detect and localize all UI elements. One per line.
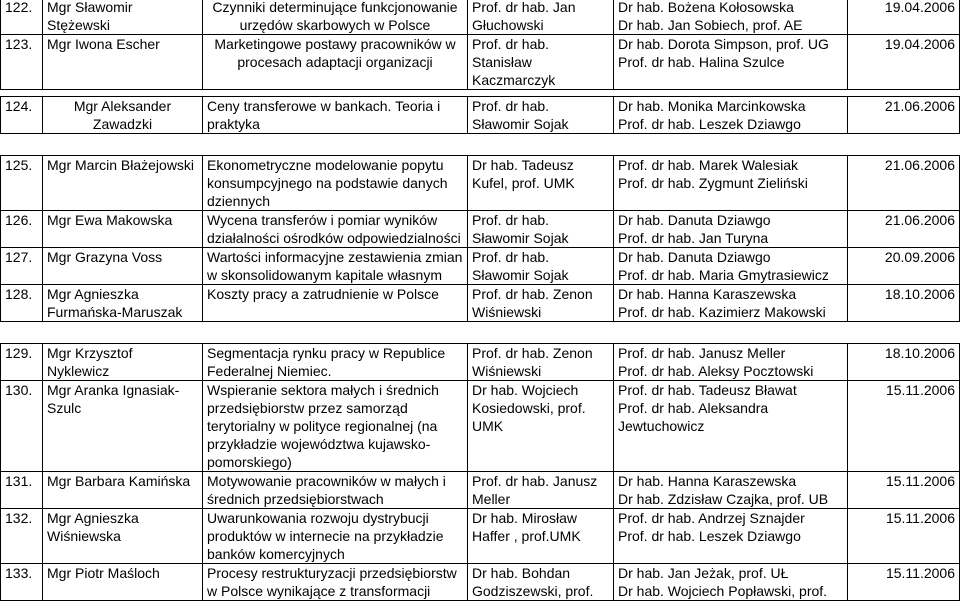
row-number: 126. [1,211,43,248]
reviewers [614,0,848,35]
thesis-topic: Wycena transferów i pomiar wyników działalności ośrodków odpowiedzialności [203,211,468,248]
supervisor-name: Prof. dr hab. Sławomir Sojak [468,248,614,285]
supervisor-name: Dr hab. Wojciech Kosiedowski, prof. UMK [468,381,614,472]
reviewer-1: Dr hab. Hanna Karaszewska [618,286,797,302]
thesis-topic: Koszty pracy a zatrudnienie w Polsce [203,285,468,322]
reviewer-1: Dr hab. Danuta Dziawgo [618,249,771,265]
reviewer-2: Prof. dr hab. Leszek Dziawgo [618,116,801,132]
reviewer-1: Dr hab. Hanna Karaszewska [618,473,797,489]
reviewer-2: Prof. dr hab. Aleksy Pocztowski [618,363,814,379]
reviewer-1: Dr hab. Dorota Simpson, prof. UG [618,36,829,52]
reviewer-1: Prof. dr hab. Andrzej Sznajder [618,510,805,526]
table-row [1,35,960,90]
table-row [1,381,960,472]
reviewer-2: Prof. dr hab. Aleksandra Jewtuchowicz [618,400,769,434]
supervisor-name: Prof. dr hab. Stanisław Kaczmarczyk [468,35,614,90]
thesis-topic: Ceny transferowe w bankach. Teoria i praktyka [203,97,468,134]
author-name: Mgr Ewa Makowska [43,211,203,248]
defense-date: 20.09.2006 [848,248,960,285]
table-row [1,97,960,134]
author-name: Mgr Barbara Kamińska [43,472,203,509]
table-row [1,509,960,564]
reviewers [614,248,848,285]
author-name: Mgr Sławomir Stężewski [43,0,203,35]
thesis-topic: Motywowanie pracowników w małych i średnich przedsiębiorstwach [203,472,468,509]
author-name: Mgr Agnieszka Furmańska-Maruszak [43,285,203,322]
supervisor-name: Dr hab. Bohdan Godziszewski, prof. [468,564,614,601]
defense-date: 21.06.2006 [848,211,960,248]
reviewer-1: Dr hab. Bożena Kołosowska [618,0,794,15]
row-number: 131. [1,472,43,509]
row-number: 132. [1,509,43,564]
author-name: Mgr Aleksander Zawadzki [43,97,203,134]
author-name: Mgr Agnieszka Wiśniewska [43,509,203,564]
reviewers [614,35,848,90]
reviewers [614,156,848,211]
supervisor-name: Prof. dr hab. Sławomir Sojak [468,97,614,134]
defense-date: 15.11.2006 [848,564,960,601]
reviewer-2: Prof. dr hab. Halina Szulce [618,54,785,70]
table-row [1,472,960,509]
row-number: 129. [1,344,43,381]
reviewer-2: Prof. dr hab. Kazimierz Makowski [618,304,826,320]
defense-date: 21.06.2006 [848,156,960,211]
defense-date: 19.04.2006 [848,0,960,35]
defense-date: 18.10.2006 [848,285,960,322]
reviewers [614,344,848,381]
reviewers [614,472,848,509]
row-number: 130. [1,381,43,472]
reviewer-2: Prof. dr hab. Jan Turyna [618,230,769,246]
defense-date: 21.06.2006 [848,97,960,134]
reviewer-2: Prof. dr hab. Zygmunt Zieliński [618,175,808,191]
supervisor-name: Dr hab. Mirosław Haffer , prof.UMK [468,509,614,564]
defense-date: 18.10.2006 [848,344,960,381]
thesis-topic: Procesy restrukturyzacji przedsiębiorstw w Polsce wynikające z transformacji [203,564,468,601]
supervisor-name: Dr hab. Tadeusz Kufel, prof. UMK [468,156,614,211]
reviewers [614,285,848,322]
thesis-topic: Segmentacja rynku pracy w Republice Federalnej Niemiec. [203,344,468,381]
reviewer-1: Prof. dr hab. Marek Walesiak [618,157,798,173]
table-row [1,0,960,35]
row-number: 124. [1,97,43,134]
table-row [1,211,960,248]
thesis-topic: Czynniki determinujące funkcjonowanie urzędów skarbowych w Polsce [203,0,468,35]
table-row [1,248,960,285]
table-block-3 [0,155,960,322]
reviewers [614,211,848,248]
table-block-2 [0,96,960,134]
table-row [1,344,960,381]
reviewer-1: Prof. dr hab. Janusz Meller [618,345,786,361]
table-block-1 [0,0,960,90]
thesis-topic: Wartości informacyjne zestawienia zmian w skonsolidowanym kapitale własnym [203,248,468,285]
author-name: Mgr Iwona Escher [43,35,203,90]
supervisor-name: Prof. dr hab. Sławomir Sojak [468,211,614,248]
defense-date: 15.11.2006 [848,472,960,509]
author-name: Mgr Aranka Ignasiak-Szulc [43,381,203,472]
reviewer-1: Dr hab. Danuta Dziawgo [618,212,771,228]
reviewer-2: Dr hab. Jan Sobiech, prof. AE [618,17,803,33]
row-number: 128. [1,285,43,322]
defense-date: 19.04.2006 [848,35,960,90]
table-row [1,156,960,211]
thesis-topic: Marketingowe postawy pracowników w procesach adaptacji organizacji [203,35,468,90]
supervisor-name: Prof. dr hab. Zenon Wiśniewski [468,285,614,322]
reviewer-2: Dr hab. Wojciech Popławski, prof. [618,583,828,599]
author-name: Mgr Marcin Błażejowski [43,156,203,211]
defense-date: 15.11.2006 [848,381,960,472]
reviewers [614,381,848,472]
row-number: 122. [1,0,43,35]
row-number: 127. [1,248,43,285]
row-number: 125. [1,156,43,211]
table-row [1,564,960,601]
reviewers [614,97,848,134]
reviewers [614,509,848,564]
row-number: 123. [1,35,43,90]
table-row [1,285,960,322]
author-name: Mgr Grazyna Voss [43,248,203,285]
reviewer-2: Dr hab. Zdzisław Czajka, prof. UB [618,491,829,507]
reviewer-1: Prof. dr hab. Tadeusz Bławat [618,382,797,398]
thesis-topic: Wspieranie sektora małych i średnich przedsiębiorstw przez samorząd terytorialny w polityce regionalnej (na przykładzie województwa kujawsko-pomorskiego) [203,381,468,472]
thesis-topic: Ekonometryczne modelowanie popytu konsumpcyjnego na podstawie danych dziennych [203,156,468,211]
reviewer-2: Prof. dr hab. Leszek Dziawgo [618,528,801,544]
table-block-4 [0,343,960,601]
reviewers [614,564,848,601]
supervisor-name: Prof. dr hab. Jan Głuchowski [468,0,614,35]
supervisor-name: Prof. dr hab. Janusz Meller [468,472,614,509]
row-number: 133. [1,564,43,601]
author-name: Mgr Piotr Maśloch [43,564,203,601]
reviewer-2: Prof. dr hab. Maria Gmytrasiewicz [618,267,829,283]
author-name: Mgr Krzysztof Nyklewicz [43,344,203,381]
supervisor-name: Prof. dr hab. Zenon Wiśniewski [468,344,614,381]
thesis-topic: Uwarunkowania rozwoju dystrybucji produktów w internecie na przykładzie banków komercyjnych [203,509,468,564]
defense-date: 15.11.2006 [848,509,960,564]
reviewer-1: Dr hab. Jan Jeżak, prof. UŁ [618,565,789,581]
reviewer-1: Dr hab. Monika Marcinkowska [618,98,806,114]
